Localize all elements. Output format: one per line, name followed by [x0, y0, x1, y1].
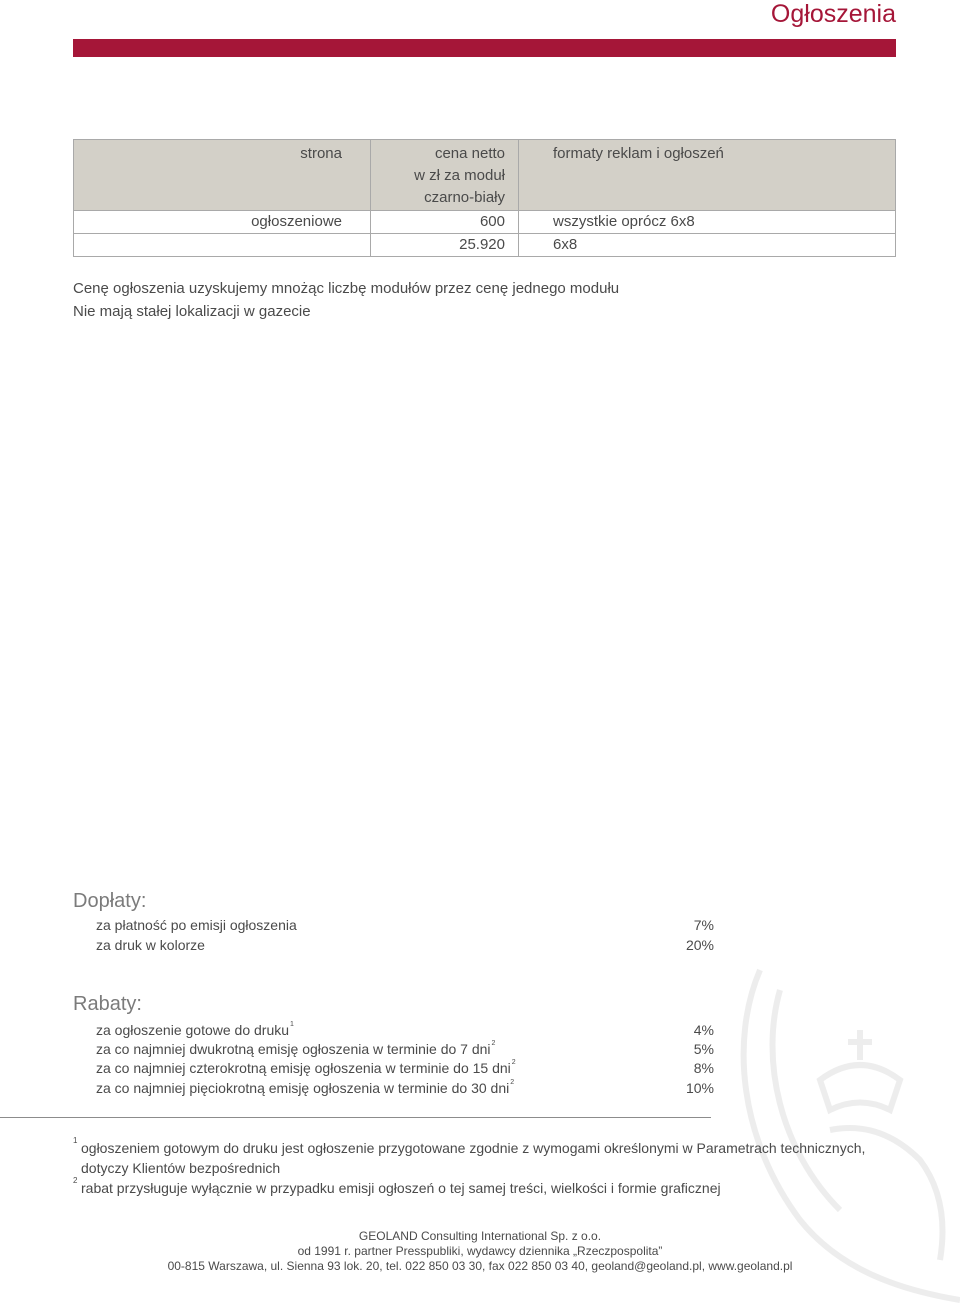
item-value: 5%: [693, 1041, 714, 1057]
cell-cena: 600: [371, 211, 519, 234]
list-item: [96, 937, 714, 957]
header-cell-cena: [371, 140, 519, 211]
divider: [0, 1117, 711, 1118]
cell-cena: 25.920: [371, 234, 519, 257]
pricing-table: [73, 139, 896, 257]
header-cena-line: w zł za moduł: [414, 167, 505, 184]
note-line: Cenę ogłoszenia uzyskujemy mnożąc liczbę modułów przez cenę jednego modułu: [73, 280, 620, 297]
table-row: [74, 234, 896, 257]
list-item: [96, 1041, 714, 1061]
footnote-text: rabat przysługuje wyłącznie w przypadku emisji ogłoszeń o tej samej treści, wielkości i formie graficznej: [81, 1180, 721, 1196]
item-label: za płatność po emisji ogłoszenia: [96, 917, 297, 933]
item-label: za druk w kolorze: [96, 937, 205, 953]
footnote-number: 1: [73, 1136, 78, 1145]
doplaty-heading: Dopłaty:: [73, 890, 147, 912]
table-row: [74, 211, 896, 234]
item-label: za co najmniej czterokrotną emisję ogłoszenia w terminie do 15 dni$^2$: [96, 1059, 516, 1076]
footer-company: GEOLAND Consulting International Sp. z o.o.: [358, 1229, 602, 1243]
footnote-text: ogłoszeniem gotowym do druku jest ogłoszenie przygotowane zgodnie z wymogami określonymi w Parametrach technicznych, dotyczy Klientów bezpośrednich: [81, 1140, 866, 1176]
header-bar: [73, 39, 896, 57]
item-label: za ogłoszenie gotowe do druku$^1$: [96, 1021, 294, 1038]
cell-strona: ogłoszeniowe: [74, 211, 371, 234]
list-item: [96, 917, 714, 937]
item-value: 10%: [685, 1080, 714, 1096]
cell-formaty: 6x8: [519, 234, 896, 257]
list-item: [96, 1022, 714, 1042]
footnote-ref: 2: [491, 1040, 496, 1047]
header-cena-line: czarno-biały: [424, 189, 505, 206]
list-item: [96, 1060, 714, 1080]
footnote-ref: 1: [290, 1021, 294, 1028]
footer-partner: od 1991 r. partner Presspubliki, wydawcy dziennika „Rzeczpospolita”: [297, 1244, 663, 1258]
item-value: 8%: [693, 1060, 714, 1076]
rabaty-heading: Rabaty:: [73, 993, 142, 1015]
header-cena-line: cena netto: [434, 145, 505, 162]
footnote-ref: 2: [510, 1079, 515, 1086]
list-item: [96, 1080, 714, 1100]
item-label: za co najmniej dwukrotną emisję ogłoszenia w terminie do 7 dni$^2$: [96, 1040, 496, 1057]
header-cell-strona: strona: [74, 140, 371, 211]
item-label: za co najmniej pięciokrotną emisję ogłoszenia w terminie do 30 dni$^2$: [96, 1079, 515, 1096]
cell-strona: [74, 234, 371, 257]
table-header-row: [74, 140, 896, 211]
page-title: Ogłoszenia: [770, 0, 896, 28]
note-line: Nie mają stałej lokalizacji w gazecie: [73, 303, 311, 320]
item-value: 4%: [693, 1022, 714, 1038]
item-value: 7%: [693, 917, 714, 933]
header-cell-formaty: formaty reklam i ogłoszeń: [519, 140, 896, 211]
footer-contact: 00-815 Warszawa, ul. Sienna 93 lok. 20, tel. 022 850 03 30, fax 022 850 03 40, geoland@geoland.pl, www.geoland.pl: [167, 1259, 793, 1273]
cell-formaty: wszystkie oprócz 6x8: [519, 211, 896, 234]
item-value: 20%: [685, 937, 714, 953]
footnote-ref: 2: [511, 1059, 516, 1066]
footnote-number: 2: [73, 1176, 78, 1185]
